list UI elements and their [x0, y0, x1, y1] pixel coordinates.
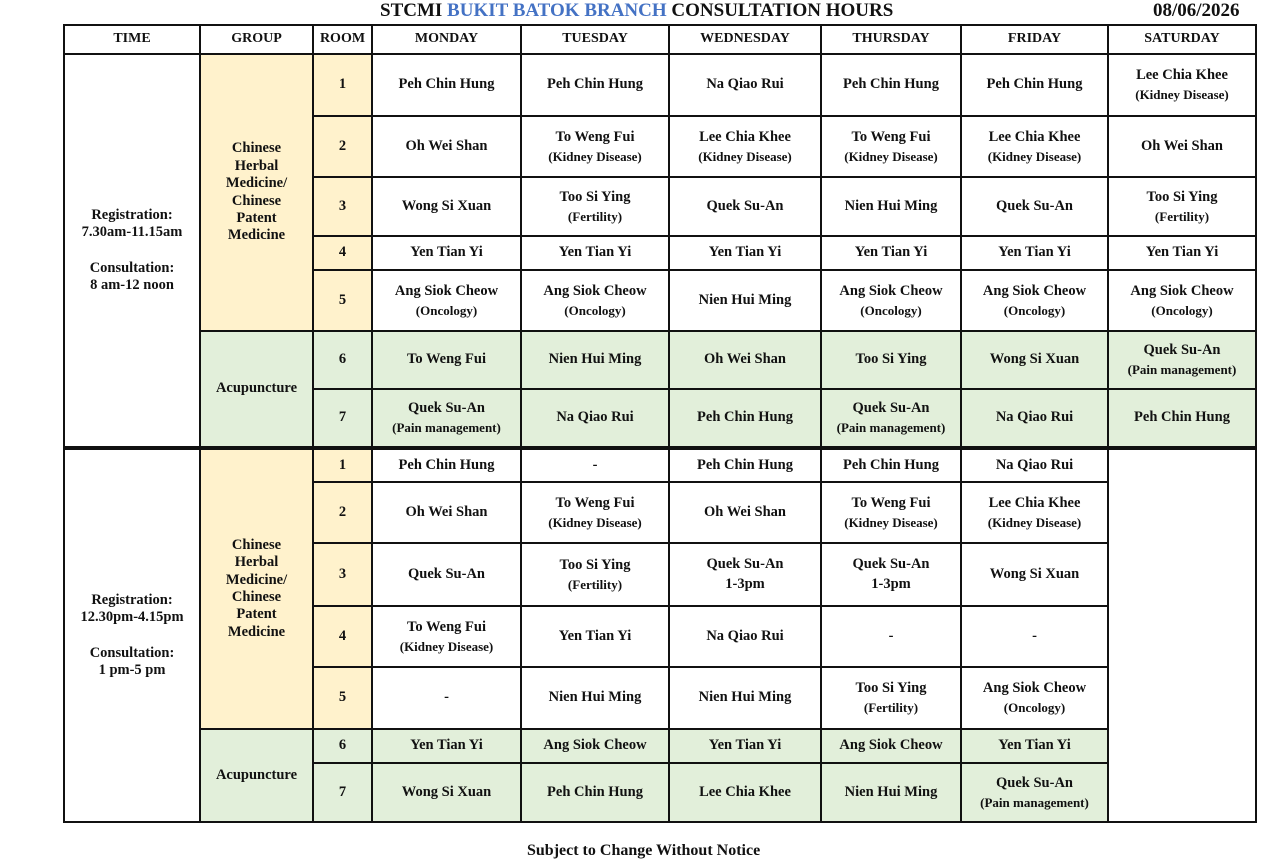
physician-name: Yen Tian Yi [1145, 244, 1219, 261]
group-acupuncture: Acupuncture [200, 729, 313, 822]
physician-name: Ang Siok Cheow [839, 737, 943, 754]
physician-name: Peh Chin Hung [843, 456, 939, 473]
physician-name: Too Si Ying [855, 351, 927, 368]
physician-name: To Weng Fui [407, 618, 486, 635]
schedule-cell-thursday [821, 729, 961, 763]
physician-name: Na Qiao Rui [556, 409, 634, 426]
group-label-line: Medicine [227, 623, 286, 640]
schedule-cell-friday [961, 389, 1108, 448]
physician-name: Ang Siok Cheow [1130, 282, 1234, 299]
consultation-label: Consultation: [89, 259, 175, 276]
footer-note: Subject to Change Without Notice [527, 842, 761, 859]
schedule-cell-monday [372, 729, 521, 763]
schedule-cell-saturday [1108, 389, 1256, 448]
schedule-cell-tuesday [521, 543, 669, 606]
schedule-cell-friday [961, 448, 1108, 482]
schedule-cell-monday [372, 667, 521, 729]
schedule-cell-monday [372, 482, 521, 543]
spacer [65, 242, 199, 260]
room-number: 6 [313, 331, 372, 389]
session-time-cell [64, 54, 200, 448]
group-label-line: Chinese [231, 536, 282, 553]
schedule-cell-thursday [821, 667, 961, 729]
physician-name: Oh Wei Shan [405, 137, 488, 154]
schedule-cell-friday [961, 606, 1108, 667]
physician-name: Ang Siok Cheow [839, 282, 943, 299]
group-label-line: Medicine [227, 227, 286, 244]
physician-name: Nien Hui Ming [548, 689, 642, 706]
table-row [64, 54, 1256, 116]
page-title [380, 0, 893, 22]
physician-name: Nien Hui Ming [548, 351, 642, 368]
group-label-line: Chinese [231, 140, 282, 157]
consultation-time: 1 pm-5 pm [98, 661, 166, 678]
physician-name: Oh Wei Shan [405, 503, 488, 520]
specialty-note: (Kidney Disease) [987, 514, 1082, 530]
physician-name: Quek Su-An [852, 555, 930, 572]
physician-name: Nien Hui Ming [844, 783, 938, 800]
consultation-label: Consultation: [89, 644, 175, 661]
registration-label: Registration: [91, 206, 173, 223]
consultation-time: 8 am-12 noon [90, 276, 174, 293]
schedule-cell-friday [961, 177, 1108, 236]
room-number: 5 [313, 667, 372, 729]
physician-name: To Weng Fui [555, 494, 635, 511]
group-label-line: Medicine/ [225, 175, 288, 192]
schedule-cell-thursday [821, 763, 961, 822]
room-number: 3 [313, 177, 372, 236]
physician-name: Na Qiao Rui [995, 456, 1074, 473]
schedule-cell-wednesday [669, 54, 821, 116]
saturday-closed-cell [1108, 448, 1256, 822]
schedule-cell-monday [372, 448, 521, 482]
physician-name: Oh Wei Shan [704, 351, 786, 368]
column-header-monday: MONDAY [372, 25, 521, 54]
title-suffix: CONSULTATION HOURS [671, 0, 894, 21]
header-row [64, 25, 1256, 54]
page-header [0, 0, 1274, 24]
schedule-cell-thursday [821, 54, 961, 116]
schedule-cell-tuesday [521, 270, 669, 331]
schedule-cell-monday [372, 763, 521, 822]
column-header-time: TIME [64, 25, 200, 54]
schedule-cell-monday [372, 389, 521, 448]
physician-name: Oh Wei Shan [1141, 137, 1223, 154]
physician-name: Peh Chin Hung [398, 76, 495, 93]
schedule-cell-friday [961, 482, 1108, 543]
physician-name: Quek Su-An [408, 400, 485, 416]
physician-name: Lee Chia Khee [699, 128, 791, 145]
specialty-note: 1-3pm [871, 576, 911, 592]
registration-time: 7.30am-11.15am [81, 224, 183, 241]
physician-name: - [444, 689, 449, 706]
schedule-cell-wednesday [669, 543, 821, 606]
schedule-cell-wednesday [669, 116, 821, 177]
physician-name: Na Qiao Rui [706, 76, 784, 93]
schedule-cell-wednesday [669, 270, 821, 331]
table-row [64, 448, 1256, 482]
spacer [65, 627, 199, 645]
physician-name: Lee Chia Khee [1136, 67, 1228, 83]
group-label-line: Chinese [231, 192, 282, 209]
physician-name: Peh Chin Hung [1134, 409, 1230, 426]
schedule-cell-tuesday [521, 389, 669, 448]
physician-name: Yen Tian Yi [558, 627, 632, 644]
specialty-note: (Oncology) [1003, 700, 1066, 716]
physician-name: Yen Tian Yi [708, 737, 782, 754]
physician-name: Ang Siok Cheow [543, 737, 647, 754]
physician-name: Yen Tian Yi [410, 737, 483, 754]
group-label-line: Patent [236, 209, 277, 226]
schedule-cell-monday [372, 236, 521, 270]
room-number: 2 [313, 116, 372, 177]
physician-name: To Weng Fui [555, 128, 635, 145]
physician-name: Peh Chin Hung [843, 76, 939, 93]
column-header-wednesday: WEDNESDAY [669, 25, 821, 54]
physician-name: Na Qiao Rui [995, 409, 1074, 426]
physician-name: Quek Su-An [852, 400, 930, 416]
physician-name: Quek Su-An [408, 565, 485, 582]
physician-name: Peh Chin Hung [986, 76, 1083, 93]
specialty-note: (Kidney Disease) [698, 148, 792, 164]
physician-name: To Weng Fui [851, 494, 931, 511]
specialty-note: 1-3pm [725, 576, 765, 592]
schedule-cell-saturday [1108, 270, 1256, 331]
specialty-note: (Kidney Disease) [399, 638, 494, 654]
specialty-note: (Oncology) [1003, 302, 1066, 318]
group-label-line: Herbal [234, 554, 279, 571]
physician-name: Too Si Ying [559, 556, 631, 573]
registration-time: 12.30pm-4.15pm [80, 609, 184, 626]
physician-name: To Weng Fui [851, 128, 931, 145]
schedule-cell-monday [372, 54, 521, 116]
schedule-cell-thursday [821, 606, 961, 667]
schedule-cell-friday [961, 270, 1108, 331]
specialty-note: (Kidney Disease) [987, 148, 1082, 164]
column-header-saturday: SATURDAY [1108, 25, 1256, 54]
schedule-date: 08/06/2026 [1153, 0, 1240, 21]
physician-name: Ang Siok Cheow [982, 680, 1087, 696]
schedule-cell-tuesday [521, 667, 669, 729]
schedule-cell-wednesday [669, 177, 821, 236]
physician-name: Nien Hui Ming [698, 689, 792, 706]
physician-name: Too Si Ying [855, 680, 927, 696]
schedule-cell-thursday [821, 236, 961, 270]
group-label-line: Chinese [231, 589, 282, 605]
physician-name: Wong Si Xuan [989, 565, 1080, 582]
physician-name: Yen Tian Yi [558, 244, 632, 261]
physician-name: - [888, 627, 894, 644]
specialty-note: (Oncology) [860, 302, 922, 318]
room-number: 1 [313, 54, 372, 116]
schedule-cell-thursday [821, 482, 961, 543]
schedule-cell-tuesday [521, 606, 669, 667]
column-header-group: GROUP [200, 25, 313, 54]
room-number: 7 [313, 389, 372, 448]
schedule-cell-wednesday [669, 482, 821, 543]
schedule-cell-friday [961, 116, 1108, 177]
physician-name: Lee Chia Khee [699, 783, 791, 800]
column-header-friday: FRIDAY [961, 25, 1108, 54]
physician-name: Quek Su-An [996, 197, 1073, 214]
specialty-note: (Oncology) [1151, 302, 1213, 318]
schedule-cell-monday [372, 116, 521, 177]
schedule-cell-wednesday [669, 606, 821, 667]
room-number: 1 [313, 448, 372, 482]
physician-name: Quek Su-An [706, 197, 784, 214]
column-header-tuesday: TUESDAY [521, 25, 669, 54]
group-herbal-medicine [200, 448, 313, 729]
group-herbal-medicine [200, 54, 313, 331]
schedule-cell-thursday [821, 116, 961, 177]
schedule-cell-saturday [1108, 331, 1256, 389]
physician-name: Yen Tian Yi [998, 244, 1071, 261]
physician-name: Peh Chin Hung [398, 456, 495, 473]
registration-label: Registration: [91, 591, 173, 608]
specialty-note: (Fertility) [863, 700, 919, 716]
table-row [64, 729, 1256, 763]
physician-name: Wong Si Xuan [401, 783, 492, 800]
column-header-thursday: THURSDAY [821, 25, 961, 54]
group-acupuncture: Acupuncture [200, 331, 313, 448]
schedule-cell-thursday [821, 177, 961, 236]
schedule-cell-monday [372, 270, 521, 331]
schedule-cell-saturday [1108, 236, 1256, 270]
session-time-cell [64, 448, 200, 822]
schedule-cell-friday [961, 763, 1108, 822]
specialty-note: (Fertility) [567, 208, 623, 224]
physician-name: Quek Su-An [1143, 342, 1221, 358]
physician-name: Quek Su-An [706, 555, 784, 572]
physician-name: Oh Wei Shan [704, 503, 786, 520]
schedule-cell-thursday [821, 270, 961, 331]
schedule-cell-friday [961, 331, 1108, 389]
physician-name: Na Qiao Rui [706, 627, 784, 644]
group-label-line: Patent [236, 606, 277, 623]
group-label-line: Medicine/ [225, 571, 288, 588]
group-label-line: Herbal [234, 157, 279, 174]
physician-name: Wong Si Xuan [401, 197, 492, 214]
schedule-cell-friday [961, 54, 1108, 116]
schedule-cell-monday [372, 606, 521, 667]
physician-name: Quek Su-An [996, 774, 1073, 791]
physician-name: Yen Tian Yi [708, 244, 782, 261]
schedule-cell-saturday [1108, 116, 1256, 177]
specialty-note: (Fertility) [1154, 208, 1210, 224]
title-prefix: STCMI [380, 0, 443, 21]
schedule-cell-wednesday [669, 448, 821, 482]
specialty-note: (Oncology) [564, 302, 626, 318]
specialty-note: (Kidney Disease) [548, 148, 642, 164]
schedule-cell-monday [372, 543, 521, 606]
schedule-cell-wednesday [669, 729, 821, 763]
schedule-cell-tuesday [521, 482, 669, 543]
column-header-room: ROOM [313, 25, 372, 54]
specialty-note: (Kidney Disease) [844, 514, 938, 530]
specialty-note: (Pain management) [392, 420, 501, 436]
schedule-cell-tuesday [521, 54, 669, 116]
schedule-cell-friday [961, 543, 1108, 606]
physician-name: Ang Siok Cheow [982, 282, 1087, 299]
schedule-cell-tuesday [521, 236, 669, 270]
physician-name: Peh Chin Hung [697, 456, 793, 473]
room-number: 4 [313, 606, 372, 667]
physician-name: - [592, 456, 598, 473]
schedule-cell-thursday [821, 331, 961, 389]
schedule-cell-friday [961, 729, 1108, 763]
specialty-note: (Kidney Disease) [548, 514, 642, 530]
schedule-cell-monday [372, 331, 521, 389]
specialty-note: (Fertility) [567, 576, 623, 592]
physician-name: Yen Tian Yi [854, 244, 928, 261]
physician-name: Too Si Ying [559, 188, 631, 205]
specialty-note: (Pain management) [1127, 362, 1237, 378]
specialty-note: (Kidney Disease) [844, 148, 938, 164]
schedule-cell-tuesday [521, 729, 669, 763]
room-number: 7 [313, 763, 372, 822]
schedule-cell-tuesday [521, 116, 669, 177]
schedule-cell-thursday [821, 448, 961, 482]
room-number: 3 [313, 543, 372, 606]
room-number: 6 [313, 729, 372, 763]
physician-name: Peh Chin Hung [697, 409, 793, 426]
room-number: 4 [313, 236, 372, 270]
specialty-note: (Pain management) [980, 794, 1089, 810]
schedule-cell-tuesday [521, 448, 669, 482]
physician-name: Lee Chia Khee [988, 494, 1081, 511]
specialty-note: (Kidney Disease) [1135, 87, 1229, 103]
schedule-cell-thursday [821, 543, 961, 606]
physician-name: To Weng Fui [407, 351, 486, 368]
physician-name: Yen Tian Yi [998, 737, 1071, 754]
physician-name: Peh Chin Hung [547, 76, 643, 93]
schedule-cell-wednesday [669, 667, 821, 729]
room-number: 2 [313, 482, 372, 543]
schedule-cell-wednesday [669, 763, 821, 822]
physician-name: Wong Si Xuan [989, 351, 1080, 368]
schedule-cell-monday [372, 177, 521, 236]
room-number: 5 [313, 270, 372, 331]
schedule-cell-tuesday [521, 331, 669, 389]
table-row [64, 331, 1256, 389]
schedule-cell-saturday [1108, 54, 1256, 116]
title-branch: BUKIT BATOK BRANCH [447, 0, 667, 21]
schedule-cell-wednesday [669, 331, 821, 389]
physician-name: Ang Siok Cheow [543, 282, 647, 299]
physician-name: Ang Siok Cheow [394, 282, 499, 299]
schedule-cell-friday [961, 236, 1108, 270]
physician-name: Lee Chia Khee [988, 128, 1081, 145]
specialty-note: (Pain management) [836, 420, 946, 436]
schedule-cell-wednesday [669, 389, 821, 448]
physician-name: - [1032, 627, 1037, 644]
schedule-cell-tuesday [521, 177, 669, 236]
physician-name: Nien Hui Ming [698, 291, 792, 308]
physician-name: Peh Chin Hung [547, 783, 643, 800]
schedule-cell-tuesday [521, 763, 669, 822]
physician-name: Nien Hui Ming [844, 197, 938, 214]
schedule-cell-saturday [1108, 177, 1256, 236]
specialty-note: (Oncology) [415, 302, 478, 318]
schedule-cell-thursday [821, 389, 961, 448]
schedule-cell-friday [961, 667, 1108, 729]
schedule-cell-wednesday [669, 236, 821, 270]
physician-name: Yen Tian Yi [410, 244, 483, 261]
physician-name: Too Si Ying [1146, 188, 1218, 205]
consultation-schedule-table [63, 24, 1257, 823]
